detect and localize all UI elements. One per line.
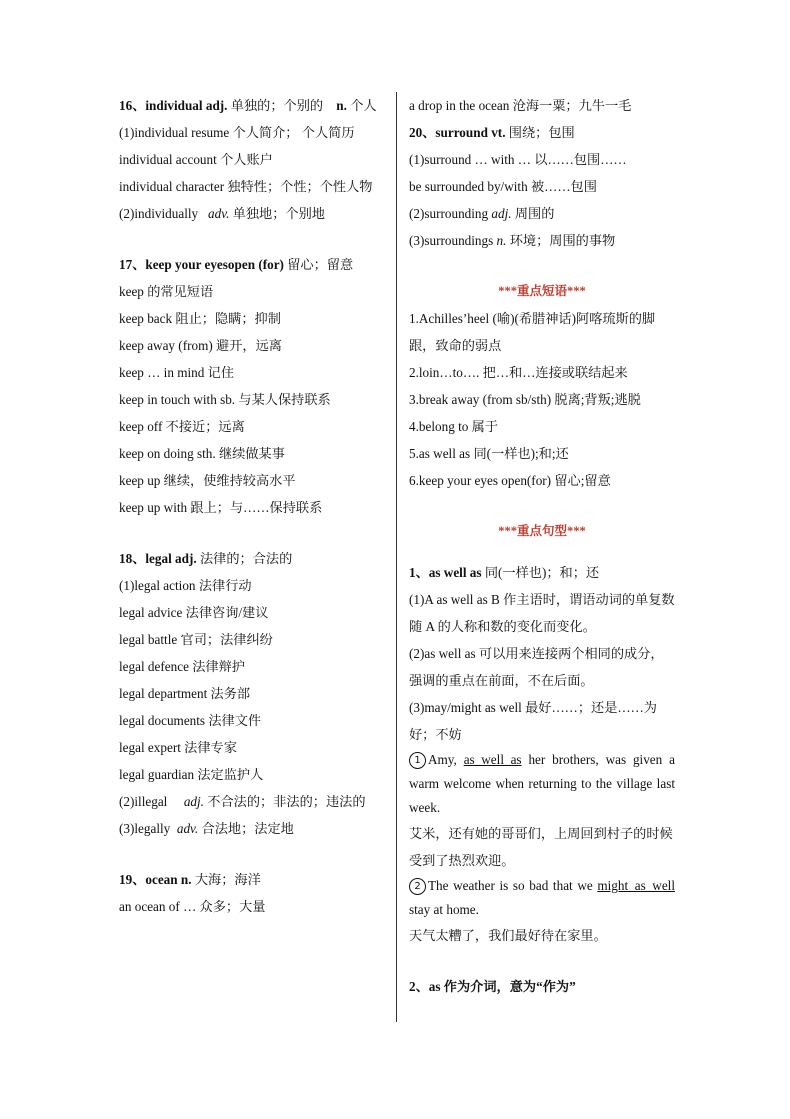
entry-line: (3)surroundings n. 环境；周围的事物 — [409, 233, 616, 248]
entry-line: keep on doing sth. 继续做某事 — [119, 446, 285, 461]
entry-line: (1)individual resume 个人简介； 个人简历 — [119, 125, 355, 140]
entry-20 — [409, 119, 675, 254]
entry-title: 17、keep your eyesopen (for) 留心；留意 — [119, 257, 354, 272]
entry-title: 18、legal adj. 法律的；合法的 — [119, 551, 293, 566]
phrase-item: 4.belong to 属于 — [409, 419, 499, 434]
sentence-pattern-title: 1、as well as 同(一样也)；和；还 — [409, 565, 600, 580]
entry-line: (2)illegal adj. 不合法的；非法的；违法的 — [119, 794, 366, 809]
section-title: ***重点句型*** — [498, 524, 586, 538]
entry-line: (2)surrounding adj. 周围的 — [409, 206, 555, 221]
entry-line: keep 的常见短语 — [119, 284, 214, 299]
example-translation-1: 艾米，还有她的哥哥们，上周回到村子的时候受到了热烈欢迎。 — [409, 826, 673, 868]
example-sentence-1: 1 Amy, as_well_as her brothers, was given a warm welcome when returning to the village last week. — [409, 752, 675, 815]
entry-line: keep up 继续，使维持较高水平 — [119, 473, 296, 488]
phrase-item: 5.as well as 同(一样也);和;还 — [409, 446, 569, 461]
entry-title: 19、ocean n. 大海；海洋 — [119, 872, 261, 887]
entry-line: keep away (from) 避开，远离 — [119, 338, 282, 353]
entry-line: keep off 不接近；远离 — [119, 419, 245, 434]
entry-line: (1)legal action 法律行动 — [119, 578, 252, 593]
blank-answer: as_well_as — [463, 752, 522, 767]
sentence-pattern-title: 2、as 作为介词，意为“作为” — [409, 979, 576, 994]
circled-number: 2 — [409, 878, 426, 895]
entry-18 — [119, 545, 385, 842]
phrase-item: 3.break away (from sb/sth) 脱离;背叛;逃脱 — [409, 392, 641, 407]
circled-number: 1 — [409, 752, 426, 769]
entry-16 — [119, 92, 385, 227]
phrase-item: 6.keep your eyes open(for) 留心;留意 — [409, 473, 611, 488]
example-translation-2: 天气太糟了，我们最好待在家里。 — [409, 928, 607, 943]
entry-line: legal guardian 法定监护人 — [119, 767, 264, 782]
entry-line: legal battle 官司；法律纠纷 — [119, 632, 273, 647]
entry-line: legal advice 法律咨询/建议 — [119, 605, 269, 620]
entry-17 — [119, 251, 385, 521]
entry-line: (2)individually adv. 单独地；个别地 — [119, 206, 325, 221]
column-divider — [396, 92, 397, 1022]
explanation: (2)as well as 可以用来连接两个相同的成分，强调的重点在前面，不在后面。 — [409, 646, 664, 688]
entry-line: be surrounded by/with 被……包围 — [409, 179, 597, 194]
entry-line: legal expert 法律专家 — [119, 740, 237, 755]
entry-line: keep … in mind 记住 — [119, 365, 235, 380]
entry-line: legal defence 法律辩护 — [119, 659, 245, 674]
left-column — [119, 92, 385, 920]
entry-line: (1)surround … with … 以……包围…… — [409, 152, 627, 167]
entry-line: keep in touch with sb. 与某人保持联系 — [119, 392, 331, 407]
entry-title: 20、surround vt. 围绕；包围 — [409, 125, 575, 140]
key-phrases-section — [409, 278, 675, 494]
phrase-item: 2.loin…to…. 把…和…连接或联结起来 — [409, 365, 628, 380]
explanation: (3)may/might as well 最好……；还是……为好；不妨 — [409, 700, 657, 742]
entry-line: legal documents 法律文件 — [119, 713, 262, 728]
entry-line: individual character 独特性；个性；个性人物 — [119, 179, 373, 194]
entry-line: (3)legally adv. 合法地；法定地 — [119, 821, 294, 836]
entry-title: 16、individual adj. 单独的；个别的 n. 个人 — [119, 98, 377, 113]
entry-line: individual account 个人账户 — [119, 152, 273, 167]
entry-line: an ocean of … 众多；大量 — [119, 899, 266, 914]
phrase-item: 1.Achilles’heel (喻)(希腊神话)阿喀琉斯的脚跟，致命的弱点 — [409, 311, 656, 353]
entry-line: keep back 阻止；隐瞒；抑制 — [119, 311, 281, 326]
entry-19 — [119, 866, 385, 920]
entry-line: keep up with 跟上；与……保持联系 — [119, 500, 323, 515]
entry-line: legal department 法务部 — [119, 686, 251, 701]
right-column — [409, 92, 675, 1000]
key-sentences-section — [409, 518, 675, 1000]
section-title: ***重点短语*** — [498, 284, 586, 298]
blank-answer: might_as_well — [597, 878, 675, 893]
explanation: (1)A as well as B 作主语时，谓语动词的单复数随 A 的人称和数的变化而变化。 — [409, 592, 675, 634]
entry-line: a drop in the ocean 沧海一粟；九牛一毛 — [409, 98, 632, 113]
example-sentence-2: 2 The weather is so bad that we might_as_well stay at home. — [409, 878, 675, 917]
